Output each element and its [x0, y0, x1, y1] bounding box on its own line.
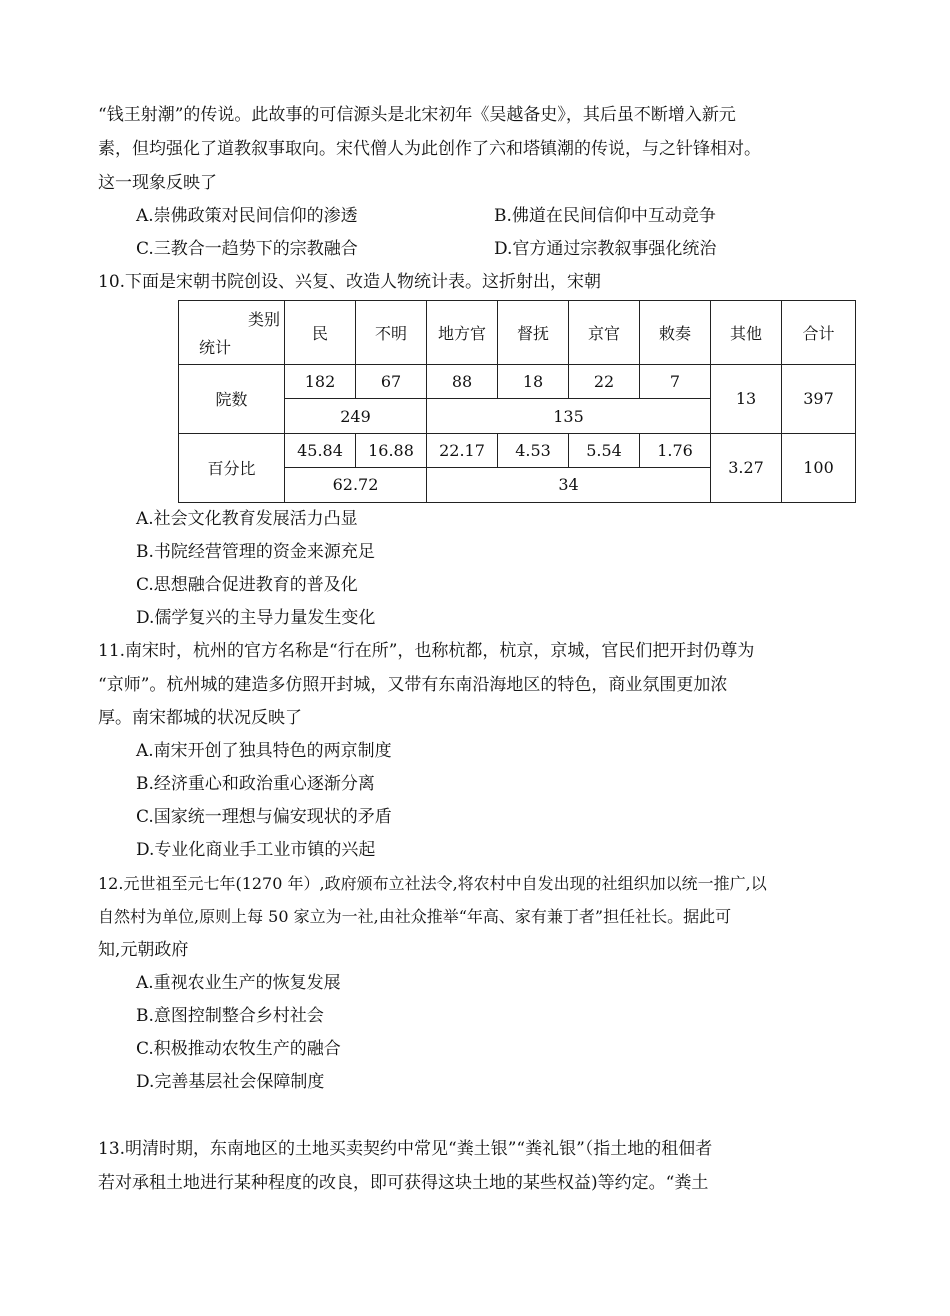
q9-option-b: B.佛道在民间信仰中互动竞争 [494, 206, 716, 226]
q11-option-d: D.专业化商业手工业市镇的兴起 [136, 840, 376, 860]
table-cell-total: 397 [782, 365, 856, 433]
table-cell: 67 [356, 365, 427, 399]
header-cell: 合计 [782, 301, 856, 365]
q11-option-c: C.国家统一理想与偏安现状的矛盾 [136, 807, 392, 827]
row-label-count: 院数 [179, 365, 285, 433]
academy-stats-table [178, 300, 856, 503]
row-label-percentage: 百分比 [179, 433, 285, 502]
table-cell: 16.88 [356, 433, 427, 467]
q11-option-b: B.经济重心和政治重心逐渐分离 [136, 774, 375, 794]
q10-option-c: C.思想融合促进教育的普及化 [136, 575, 358, 595]
table-row [179, 433, 856, 467]
q11-stem-line-2: “京师”。杭州城的建造多仿照开封城，又带有东南沿海地区的特色，商业氛围更加浓 [98, 675, 728, 695]
q10-stem: 10.下面是宋朝书院创设、兴复、改造人物统计表。这折射出，宋朝 [98, 272, 602, 292]
q9-stem-line-2: 素，但均强化了道教叙事取向。宋代僧人为此创作了六和塔镇潮的传说，与之针锋相对。 [98, 139, 761, 159]
table-cell: 18 [498, 365, 569, 399]
table-cell-group-officials: 34 [427, 467, 711, 502]
q11-stem-line-3: 厚。南宋都城的状况反映了 [98, 708, 302, 728]
table-cell: 22.17 [427, 433, 498, 467]
table-cell: 22 [569, 365, 640, 399]
table-cell-total: 100 [782, 433, 856, 502]
q9-option-c: C.三教合一趋势下的宗教融合 [136, 239, 358, 259]
corner-statistics-label: 统计 [199, 338, 232, 358]
q9-stem-line-1: “钱王射潮”的传说。此故事的可信源头是北宋初年《吴越备史》，其后虽不断增入新元 [98, 105, 736, 125]
q11-stem-line-1: 11.南宋时，杭州的官方名称是“行在所”，也称杭都，杭京，京城，官民们把开封仍尊为 [98, 641, 755, 661]
table-cell-group-people: 249 [285, 399, 427, 433]
header-cell: 敕奏 [640, 301, 711, 365]
q9-option-d: D.官方通过宗教叙事强化统治 [494, 239, 717, 259]
q12-option-a: A.重视农业生产的恢复发展 [136, 973, 341, 993]
corner-category-label: 类别 [247, 310, 280, 329]
q9-option-a: A.崇佛政策对民间信仰的渗透 [136, 206, 358, 226]
table-corner-cell [179, 301, 285, 365]
table-cell: 4.53 [498, 433, 569, 467]
table-cell-other: 3.27 [711, 433, 782, 502]
header-cell: 督抚 [498, 301, 569, 365]
q12-option-d: D.完善基层社会保障制度 [136, 1072, 325, 1092]
q13-stem-line-1: 13.明清时期，东南地区的土地买卖契约中常见“粪土银”“粪礼银”（指土地的租佃者 [98, 1139, 713, 1159]
table-cell-group-officials: 135 [427, 399, 711, 433]
table-cell: 7 [640, 365, 711, 399]
q12-stem-line-3: 知,元朝政府 [98, 940, 189, 960]
table-cell: 182 [285, 365, 356, 399]
header-cell: 民 [285, 301, 356, 365]
q12-option-b: B.意图控制整合乡村社会 [136, 1006, 324, 1026]
q9-stem-line-3: 这一现象反映了 [98, 173, 217, 193]
header-cell: 其他 [711, 301, 782, 365]
header-cell: 地方官 [427, 301, 498, 365]
q12-option-c: C.积极推动农牧生产的融合 [136, 1039, 341, 1059]
q10-option-d: D.儒学复兴的主导力量发生变化 [136, 608, 376, 628]
header-cell: 京官 [569, 301, 640, 365]
header-cell: 不明 [356, 301, 427, 365]
table-cell: 88 [427, 365, 498, 399]
table-cell-group-people: 62.72 [285, 467, 427, 502]
q12-stem-line-2: 自然村为单位,原则上每 50 家立为一社,由社众推举“年高、家有兼丁者”担任社长。据此可 [98, 907, 732, 926]
q12-stem-line-1: 12.元世祖至元七年(1270 年）,政府颁布立社法令,将农村中自发出现的社组织加以统一推广,以 [98, 874, 767, 893]
table-cell-other: 13 [711, 365, 782, 433]
table-cell: 1.76 [640, 433, 711, 467]
q10-option-a: A.社会文化教育发展活力凸显 [136, 509, 358, 529]
table-cell: 5.54 [569, 433, 640, 467]
table-row [179, 365, 856, 399]
table-header-row [179, 301, 856, 365]
q10-option-b: B.书院经营管理的资金来源充足 [136, 542, 375, 562]
table-cell: 45.84 [285, 433, 356, 467]
q13-stem-line-2: 若对承租土地进行某种程度的改良，即可获得这块土地的某些权益)等约定。“粪土 [98, 1173, 709, 1193]
q11-option-a: A.南宋开创了独具特色的两京制度 [136, 741, 392, 761]
